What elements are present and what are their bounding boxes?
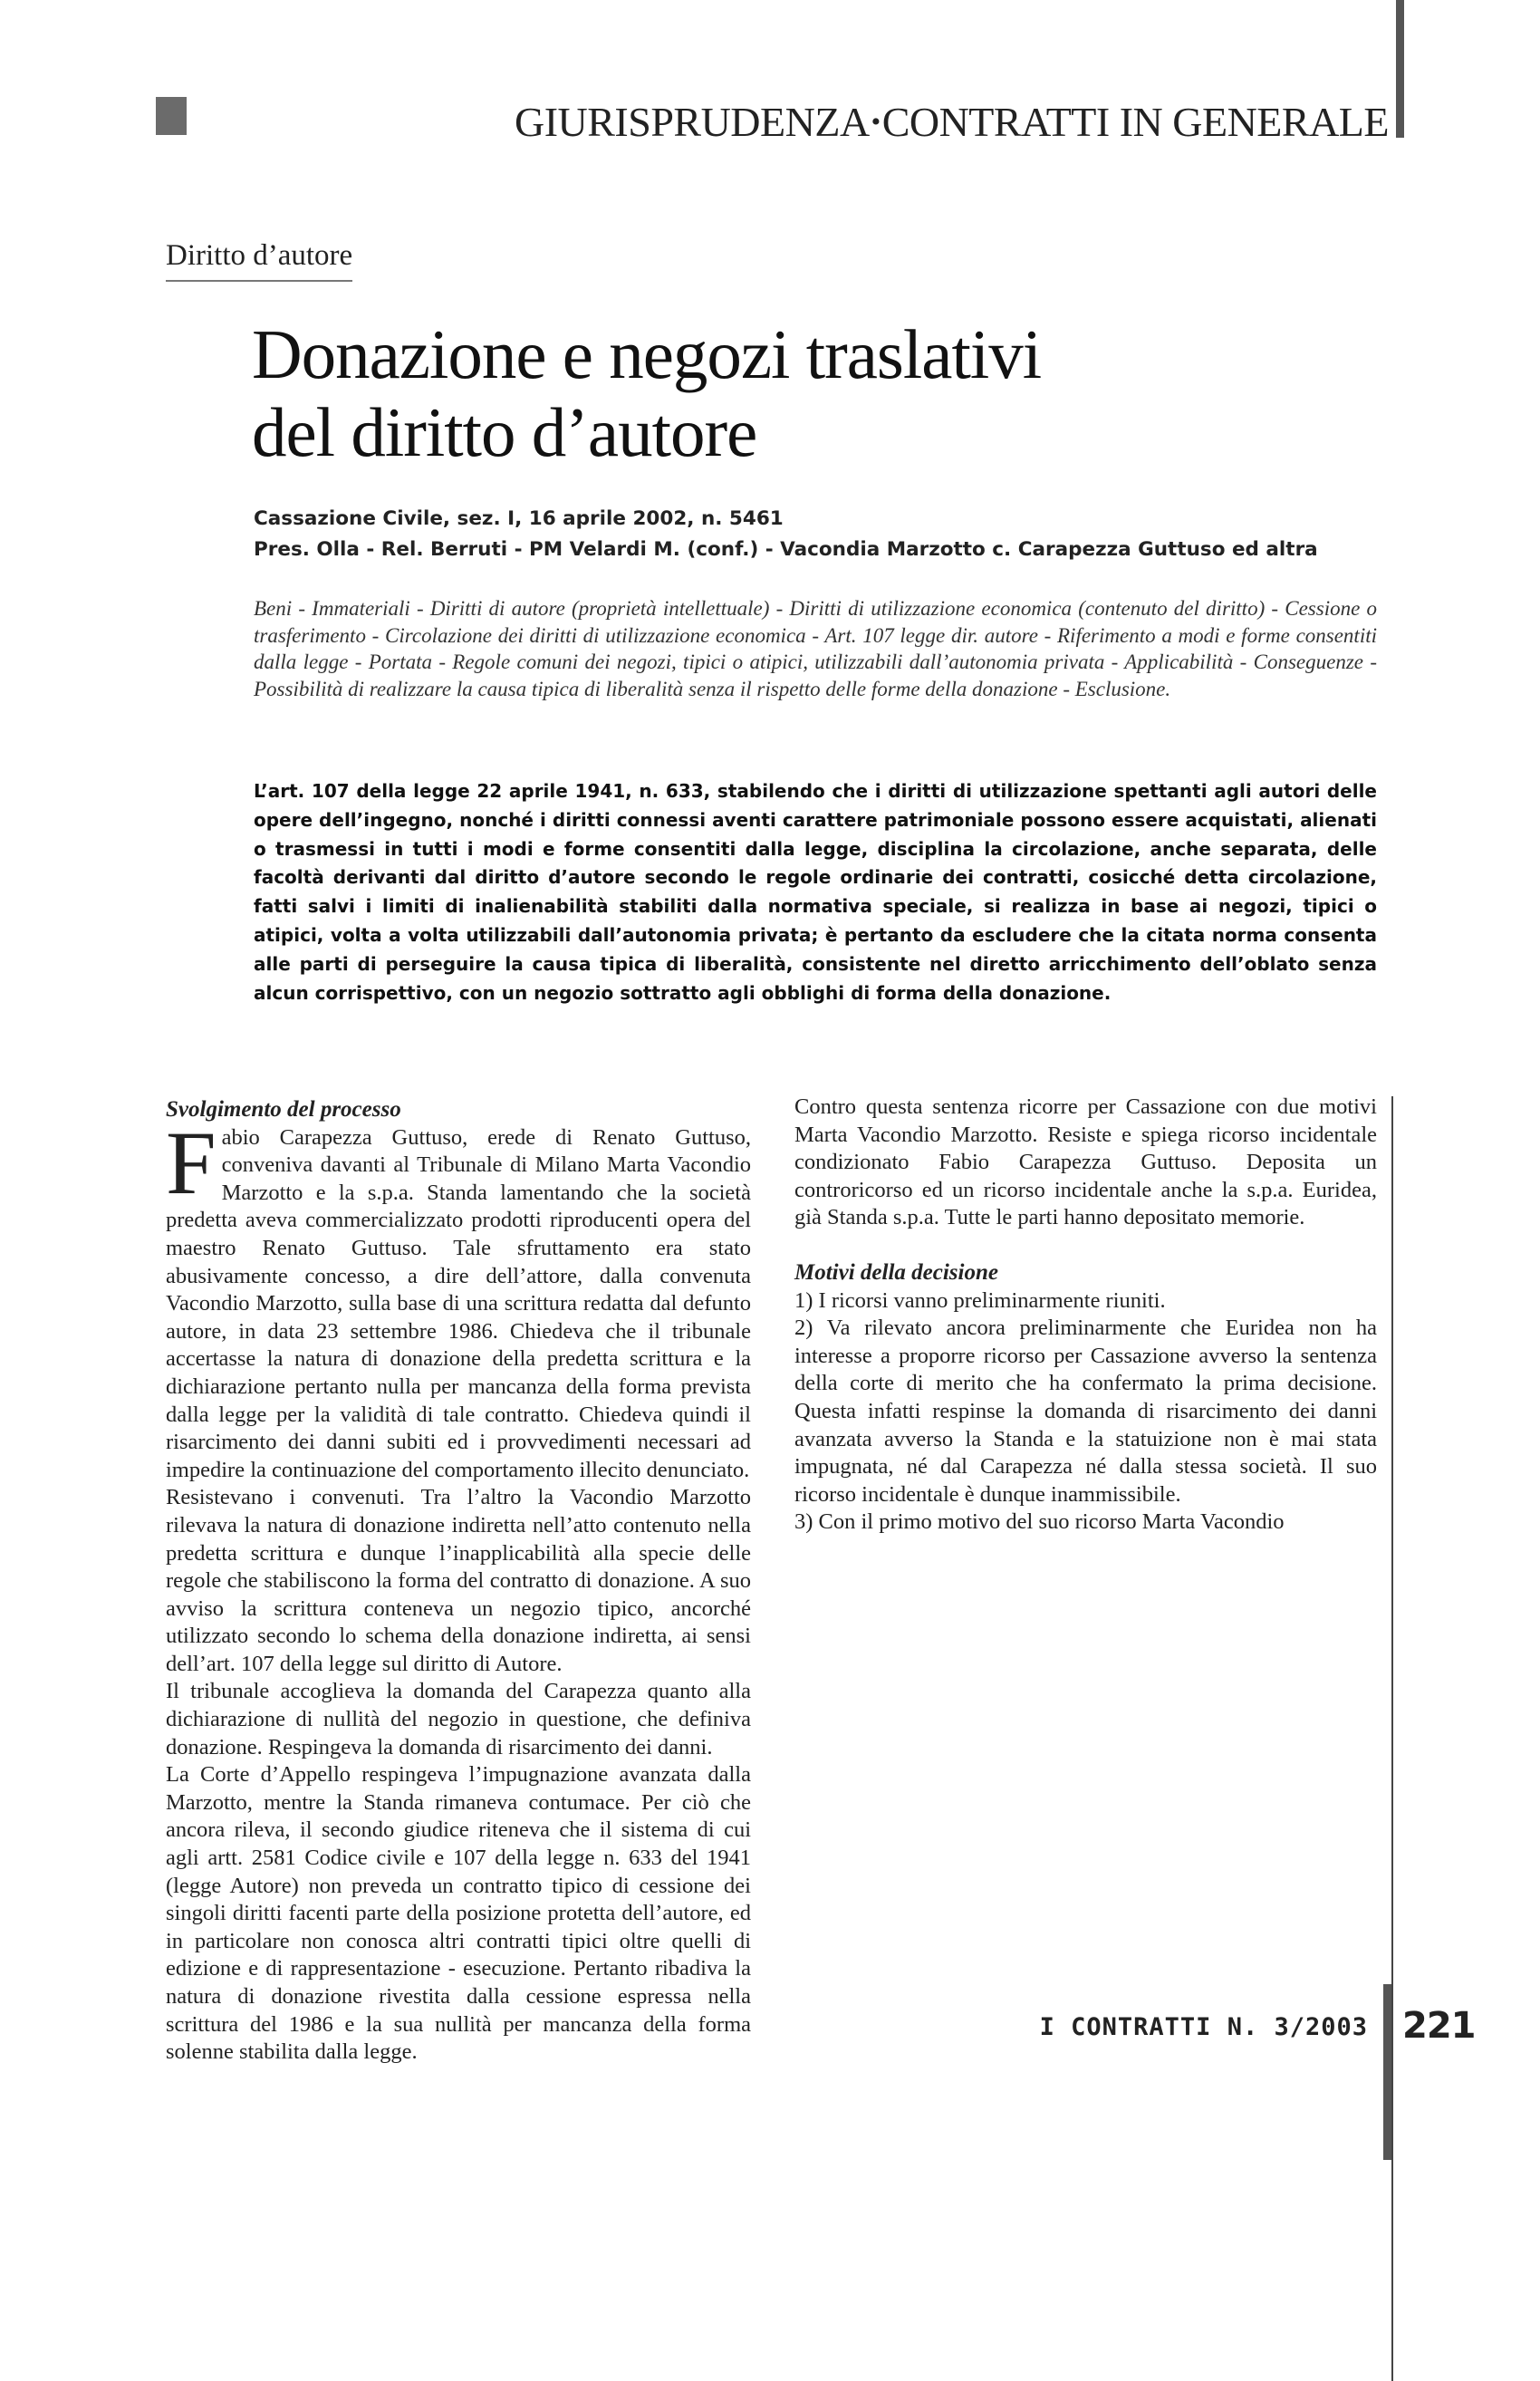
body-paragraph-7: 2) Va rilevato ancora preliminarmente che Euridea non ha interesse a proporre ricorso per Cassazione avverso la sentenza della corte di merito che ha confermato la prima decisione. Questa infatti respinse la domanda di risarcimento dei danni avanzata avverso la Standa e la statuizione non è mai stata impugnata, né dal Carapezza né dalla stessa società. Il suo ricorso incidentale è dunque inammissibile. — [794, 1316, 1377, 1507]
page-number: 221 — [1402, 2005, 1476, 2047]
drop-cap: F — [166, 1112, 217, 1213]
body-paragraph-2: Resistevano i convenuti. Tra l’altro la Vacondio Marzotto rilevava la natura di donazione indiretta nell’atto contenuto nella predetta scrittura e dunque l’inapplicabilità alla specie delle regole che stabiliscono la forma del contratto di donazione. A suo avviso la scrittura conteneva un negozio tipico, ancorché utilizzato secondo lo schema della donazione indiretta, ai sensi dell’art. 107 della legge sul diritto di Autore. — [166, 1485, 751, 1676]
footer-vertical-bar — [1383, 1984, 1391, 2160]
footer-journal-issue: I CONTRATTI N. 3/2003 — [1039, 2013, 1368, 2041]
body-column-left — [166, 1096, 751, 2067]
header-vertical-bar — [1396, 0, 1404, 138]
title-line-1: Donazione e negozi traslativi — [252, 315, 1042, 393]
body-paragraph-1 — [166, 1112, 751, 1485]
body-paragraph-1-text: abio Carapezza Guttuso, erede di Renato Guttuso, conveniva davanti al Tribunale di Milano Marta Vacondio Marzotto e la s.p.a. Standa lamentando che la società predetta aveva commercializzato prodotti riproducenti opera del maestro Renato Guttuso. Tale sfruttamento era stato abusivamente concesso, a dire dell’attore, dalla convenuta Vacondio Marzotto, sulla base di una scrittura redatta dal defunto autore, in data 23 settembre 1986. Chiedeva che il tribunale accertasse la natura di donazione della predetta scrittura e la dichiarazione pertanto nulla per mancanza della forma prevista dalla legge per la validità di tale contratto. Chiedeva quindi il risarcimento dei danni subiti ed i provvedimenti necessari ad impedire la continuazione del comportamento illecito denunciato. — [166, 1124, 751, 1482]
case-reference — [254, 504, 1377, 565]
body-paragraph-5: Contro questa sentenza ricorre per Cassazione con due motivi Marta Vacondio Marzotto. Resiste e spiega ricorso incidentale condizionato Fabio Carapezza Guttuso. Deposita un controricorso ed un ricorso incidentale anche la s.p.a. Euridea, già Standa s.p.a. Tutte le parti hanno depositato memorie. — [794, 1094, 1377, 1230]
body-paragraph-8: 3) Con il primo motivo del suo ricorso Marta Vacondio — [794, 1509, 1285, 1535]
column-rule — [1391, 1096, 1393, 2381]
header-marker-square — [156, 97, 187, 135]
heading-svolgimento: Svolgimento del processo — [166, 1097, 401, 1122]
running-head-part2: CONTRATTI IN GENERALE — [881, 99, 1389, 145]
massima-summary: L’art. 107 della legge 22 aprile 1941, n. 633, stabilendo che i diritti di utilizzazione spettanti agli autori delle opere dell’ingegno, nonché i diritti connessi aventi carattere patrimoniale possono essere acquistati, alienati o trasmessi in tutti i modi e forme consentiti dalla legge, disciplina la circolazione, anche separata, delle facoltà derivanti dal diritto d’autore secondo le regole ordinarie dei contratti, cosicché detta circolazione, fatti salvi i limiti di inalienabilità stabiliti dalla normativa speciale, si realizza in base ai negozi, tipici o atipici, volta a volta utilizzabili dall’autonomia privata; è pertanto da escludere che la citata norma consenta alle parti di perseguire la causa tipica di liberalità, consistente nel diretto arricchimento dell’oblato senza alcun corrispettivo, con un negozio sottratto agli obblighi di forma della donazione. — [254, 780, 1377, 1004]
body-paragraph-6: 1) I ricorsi vanno preliminarmente riuniti. — [794, 1287, 1166, 1313]
body-column-right — [794, 1094, 1377, 1537]
case-reference-line-1: Cassazione Civile, sez. I, 16 aprile 2002, n. 5461 — [254, 507, 784, 530]
keywords-abstract: Beni - Immateriali - Diritti di autore (proprietà intellettuale) - Diritti di utilizzazione economica (contenuto del diritto) - Cessione o trasferimento - Circolazione dei diritti di utilizzazione economica - Art. 107 legge dir. autore - Riferimento a modi e forme consentiti dalla legge - Portata - Regole comuni dei negozi, tipici o atipici, utilizzabili dall’autonomia privata - Applicabilità - Conseguenze - Possibilità di realizzare la causa tipica di liberalità senza il rispetto delle forme della donazione - Esclusione. — [254, 597, 1377, 700]
body-paragraph-4: La Corte d’Appello respingeva l’impugnazione avanzata dalla Marzotto, mentre la Standa rimaneva contumace. Per ciò che ancora rileva, il secondo giudice riteneva che il sistema di cui agli artt. 2581 Codice civile e 107 della legge n. 633 del 1941 (legge Autore) non preveda un contratto tipico di cessione dei singoli diritti facenti parte della posizione protetta dell’autore, ed in particolare non conosca altri contratti tipici oltre quelli di edizione e di rappresentazione - esecuzione. Pertanto ribadiva la natura di donazione rivestita dalla cessione espressa nella scrittura del 1986 e la sua nullità per mancanza della forma solenne stabilita dalla legge. — [166, 1762, 751, 2065]
running-head-part1: GIURISPRUDENZA — [514, 99, 870, 145]
case-reference-line-2: Pres. Olla - Rel. Berruti - PM Velardi M. (conf.) - Vacondia Marzotto c. Carapezza Guttuso ed altra — [254, 538, 1318, 561]
title-line-2: del diritto d’autore — [252, 393, 757, 471]
section-label: Diritto d’autore — [166, 239, 352, 282]
heading-motivi: Motivi della decisione — [794, 1259, 998, 1285]
body-paragraph-3: Il tribunale accoglieva la domanda del Carapezza quanto alla dichiarazione di nullità del negozio in questione, che definiva donazione. Respingeva la domanda di risarcimento dei danni. — [166, 1679, 751, 1759]
article-title — [252, 315, 1041, 471]
running-head — [515, 98, 1389, 146]
running-head-separator: • — [871, 107, 881, 137]
